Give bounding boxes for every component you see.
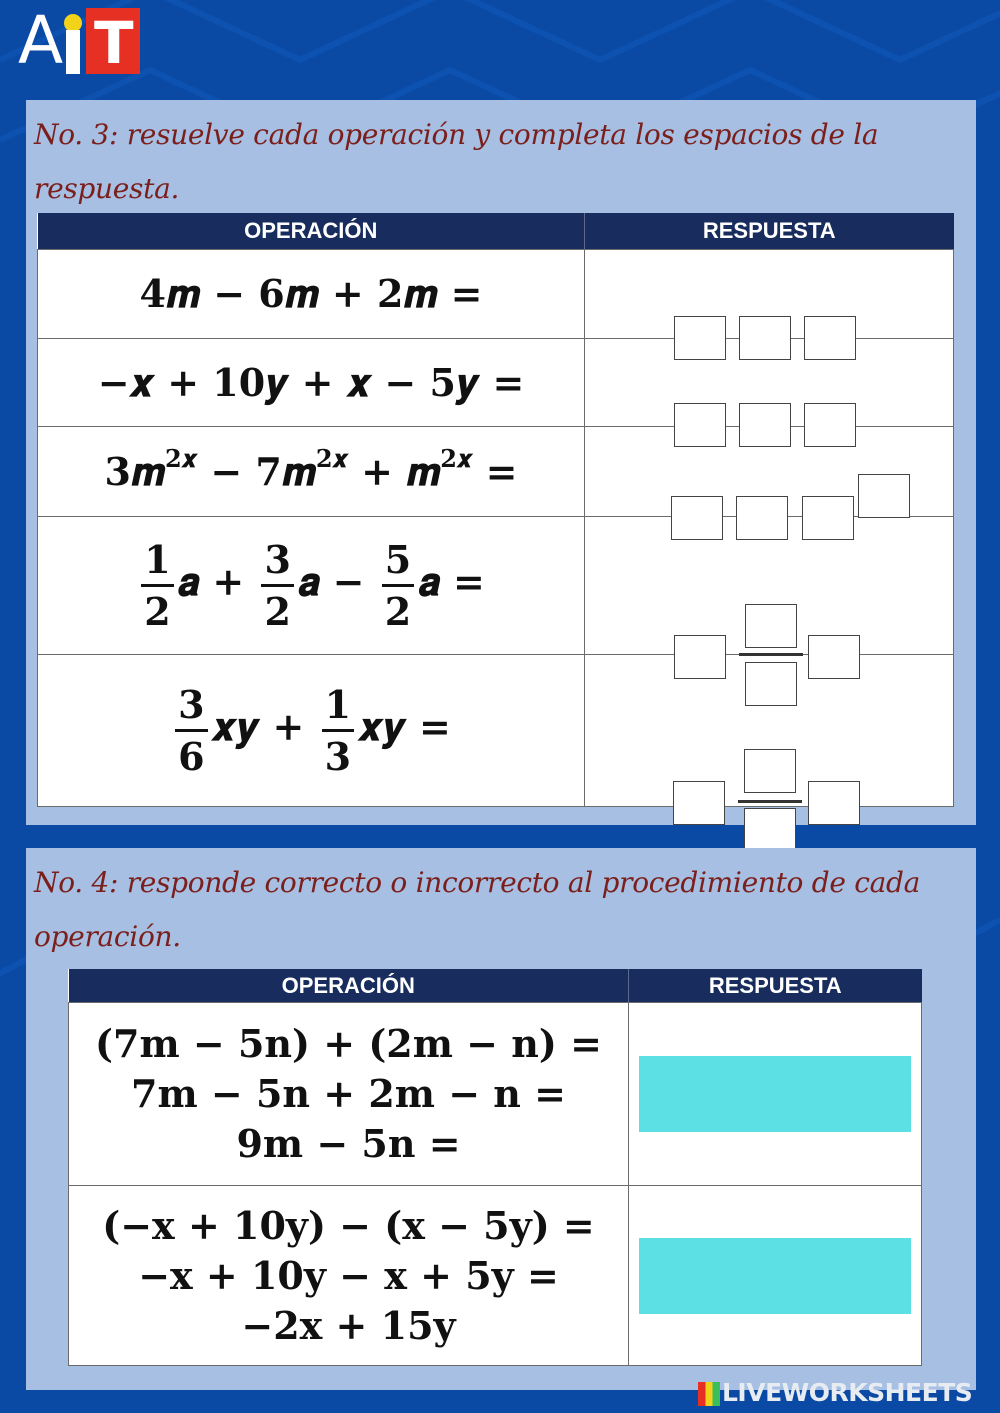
operation-3: 3𝒎$^{2𝒙}$ − 7𝒎$^{2𝒙}$ + 𝒎$^{2𝒙}$ =	[104, 443, 518, 494]
answer-box-extra[interactable]	[802, 496, 854, 540]
answer-cell	[585, 250, 954, 339]
exercise-4-table	[68, 969, 922, 1366]
operation-cell	[38, 427, 585, 517]
brand-text: LIVEWORKSHEETS	[722, 1378, 973, 1407]
answer-box-coefficient[interactable]	[674, 403, 726, 447]
table-row	[69, 1003, 922, 1186]
answer-box-denominator[interactable]	[745, 662, 797, 706]
exercise-3-table	[37, 213, 954, 807]
column-header-answer: RESPUESTA	[585, 213, 954, 250]
answer-box-sign[interactable]	[673, 781, 725, 825]
exercise-4-instruction: No. 4: responde correcto o incorrecto al procedimiento de cada operación.	[34, 866, 920, 953]
column-header-answer: RESPUESTA	[629, 969, 922, 1003]
answer-field-correct-incorrect[interactable]	[639, 1056, 911, 1132]
answer-field-correct-incorrect[interactable]	[639, 1238, 911, 1314]
procedure-line: −2x + 15y	[241, 1302, 456, 1348]
procedure-line: −x + 10y − x + 5y =	[138, 1252, 559, 1298]
procedure-line: 9m − 5n =	[236, 1121, 461, 1166]
answer-box-coefficient[interactable]	[671, 496, 723, 540]
fraction-bar	[739, 653, 803, 656]
answer-box-sign[interactable]	[674, 635, 726, 679]
operation-cell	[38, 339, 585, 427]
answer-box-variable[interactable]	[808, 781, 860, 825]
table-row	[69, 1186, 922, 1366]
ait-logo: A T	[18, 8, 140, 74]
procedure-line: 7m − 5n + 2m − n =	[131, 1071, 566, 1116]
answer-box-numerator[interactable]	[744, 749, 796, 793]
answer-box-variable[interactable]	[808, 635, 860, 679]
answer-box-variable[interactable]	[739, 403, 791, 447]
answer-box-exponent[interactable]	[858, 474, 910, 518]
operation-4: $\frac{1}{2}$ 𝒂 + $\frac{3}{2}$ 𝒂 − $\frac{5}{2}$ 𝒂 =	[137, 559, 485, 604]
answer-box-base[interactable]	[736, 496, 788, 540]
operation-5: $\frac{3}{6}$ 𝒙𝒚 + $\frac{1}{3}$ 𝒙𝒚 =	[171, 704, 451, 749]
liveworksheets-logo-icon	[698, 1382, 720, 1406]
table-row	[38, 250, 954, 339]
procedure-cell	[69, 1003, 629, 1186]
operation-cell	[38, 517, 585, 655]
answer-box-denominator[interactable]	[744, 808, 796, 852]
answer-box-numerator[interactable]	[745, 604, 797, 648]
operation-cell	[38, 250, 585, 339]
procedure-line: (7m − 5n) + (2m − n) =	[95, 1021, 602, 1066]
operation-1: 4𝒎 − 6𝒎 + 2𝒎 =	[139, 271, 483, 317]
answer-box-extra[interactable]	[804, 403, 856, 447]
liveworksheets-watermark	[698, 1378, 972, 1408]
answer-box-variable[interactable]	[739, 316, 791, 360]
procedure-cell	[69, 1186, 629, 1366]
column-header-operation: OPERACIÓN	[69, 969, 629, 1003]
answer-cell	[629, 1186, 922, 1366]
operation-2: −𝒙 + 10𝒚 + 𝒙 − 5𝒚 =	[97, 359, 525, 405]
fraction-bar	[738, 800, 802, 803]
answer-box-extra[interactable]	[804, 316, 856, 360]
procedure-line: (−x + 10y) − (x − 5y) =	[102, 1202, 595, 1248]
column-header-operation: OPERACIÓN	[38, 213, 585, 250]
answer-box-coefficient[interactable]	[674, 316, 726, 360]
operation-cell	[38, 655, 585, 807]
exercise-3-instruction: No. 3: resuelve cada operación y completa los espacios de la respuesta.	[34, 118, 879, 205]
answer-cell	[629, 1003, 922, 1186]
